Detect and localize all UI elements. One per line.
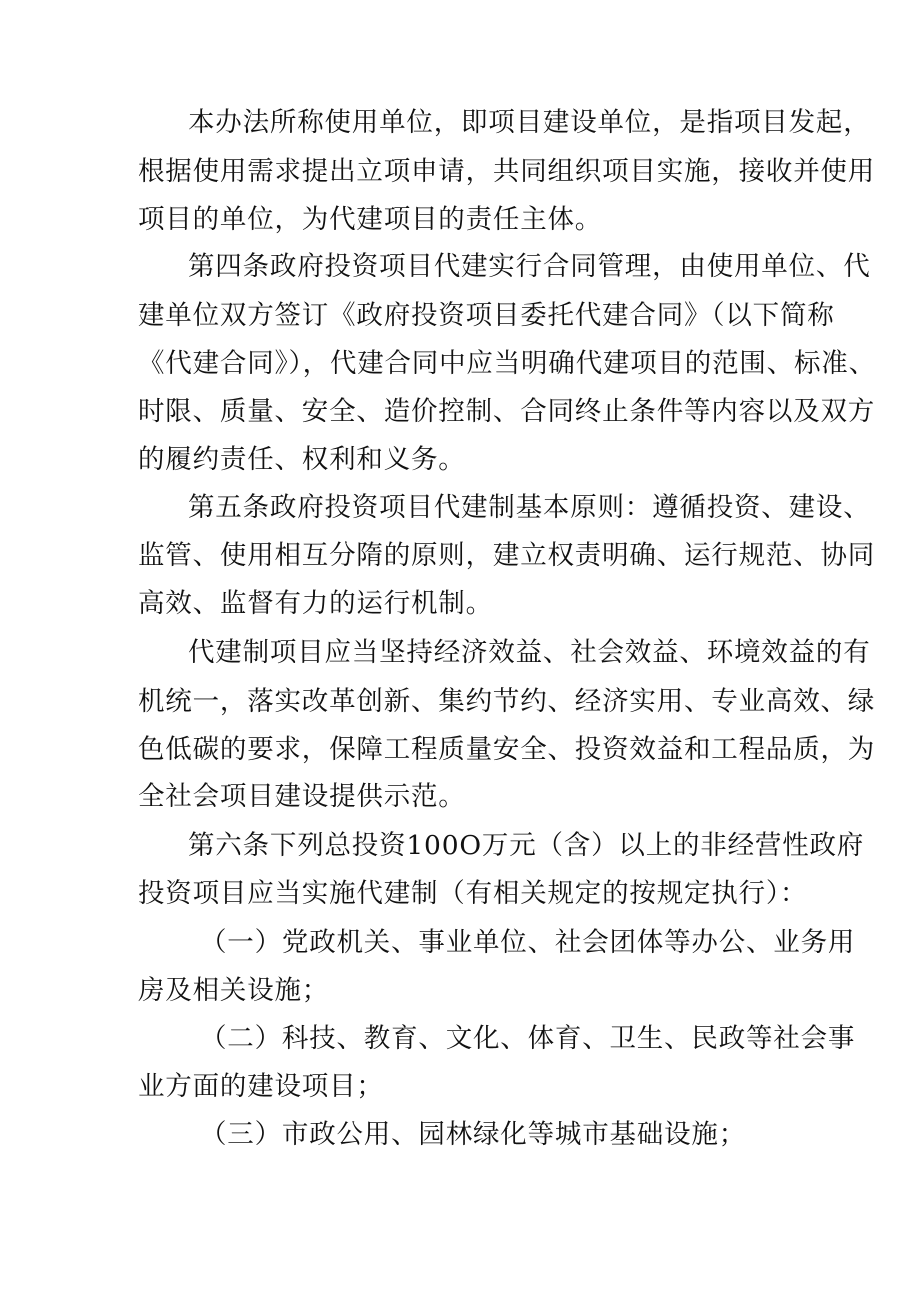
- paragraph-line: 全社会项目建设提供示范。: [138, 781, 466, 812]
- article-6-line: 第六条下列总投资100O万元（含）以上的非经营性政府: [188, 830, 865, 861]
- paragraph-line: 代建制项目应当坚持经济效益、社会效益、环境效益的有: [188, 637, 871, 668]
- paragraph-line: 根据使用需求提出立项申请，共同组织项目实施，接收并使用: [138, 156, 876, 187]
- paragraph-line: 监管、使用相互分隋的原则，建立权责明确、运行规范、协同: [138, 540, 876, 571]
- paragraph-line: 机统一，落实改革创新、集约节约、经济实用、专业高效、绿: [138, 686, 876, 717]
- list-item-1-line: （一）党政机关、事业单位、社会团体等办公、业务用: [200, 927, 856, 958]
- article-4-line: 第四条政府投资项目代建实行合同管理，由使用单位、代: [188, 251, 871, 282]
- paragraph-line: 房及相关设施；: [138, 975, 330, 1006]
- paragraph-line: 建单位双方签订《政府投资项目委托代建合同》（以下简称: [138, 300, 835, 331]
- paragraph-line: 高效、监督有力的运行机制。: [138, 588, 493, 619]
- paragraph-line: 色低碳的要求，保障工程质量安全、投资效益和工程品质，为: [138, 734, 876, 765]
- list-item-2-line: （二）科技、教育、文化、体育、卫生、民政等社会事: [200, 1023, 856, 1054]
- paragraph-line: 时限、质量、安全、造价控制、合同终止条件等内容以及双方: [138, 396, 876, 427]
- paragraph-line: 业方面的建设项目；: [138, 1071, 384, 1102]
- paragraph-line: 投资项目应当实施代建制（有相关规定的按规定执行）：: [138, 878, 808, 909]
- list-item-3-line: （三）市政公用、园林绿化等城市基础设施；: [200, 1119, 746, 1150]
- paragraph-line: 项目的单位，为代建项目的责任主体。: [138, 204, 603, 235]
- paragraph-line: 《代建合同》），代建合同中应当明确代建项目的范围、标准、: [138, 348, 876, 379]
- article-5-line: 第五条政府投资项目代建制基本原则：遵循投资、建设、: [188, 492, 871, 523]
- paragraph-line: 的履约责任、权利和义务。: [138, 444, 466, 475]
- paragraph-line: 本办法所称使用单位，即项目建设单位，是指项目发起，: [188, 107, 871, 138]
